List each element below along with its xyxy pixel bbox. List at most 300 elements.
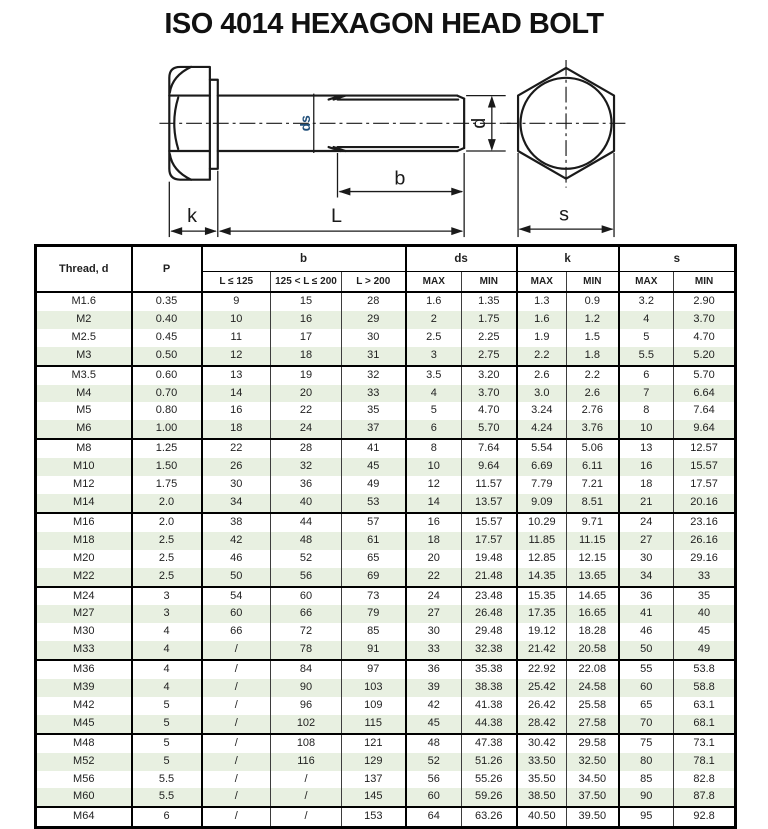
- value-cell: 0.60: [132, 366, 202, 385]
- value-cell: 54: [202, 587, 271, 606]
- value-cell: 5: [132, 734, 202, 753]
- value-cell: 12: [202, 347, 271, 366]
- value-cell: 10: [202, 311, 271, 329]
- thread-size-cell: M10: [73, 460, 95, 473]
- value-cell: 26.16: [674, 532, 736, 550]
- bolt-drawing: [0, 58, 768, 244]
- table-row: [36, 402, 736, 420]
- value-cell: 12: [406, 476, 462, 494]
- value-cell: 38.50: [517, 788, 567, 807]
- value-cell: 17.35: [517, 605, 567, 623]
- value-cell: 3.2: [619, 292, 674, 311]
- table-row: [36, 292, 736, 311]
- value-cell: 109: [342, 697, 406, 715]
- value-cell: 79: [342, 605, 406, 623]
- value-cell: 38.38: [462, 679, 517, 697]
- table-row: [36, 385, 736, 403]
- value-cell: 3.0: [517, 385, 567, 403]
- thread-size-cell: M56: [73, 772, 95, 785]
- value-cell: /: [202, 715, 271, 734]
- value-cell: 14.65: [567, 587, 619, 606]
- value-cell: 53.8: [674, 660, 736, 679]
- head-height-label: k: [187, 205, 198, 228]
- value-cell: 92.8: [674, 807, 736, 827]
- value-cell: 2.5: [132, 550, 202, 568]
- value-cell: 1.00: [132, 420, 202, 439]
- value-cell: 2.5: [132, 532, 202, 550]
- page-title: ISO 4014 HEXAGON HEAD BOLT: [164, 8, 604, 40]
- value-cell: 36: [619, 587, 674, 606]
- value-cell: 40: [674, 605, 736, 623]
- value-cell: 0.50: [132, 347, 202, 366]
- value-cell: 5: [132, 697, 202, 715]
- thread-size-cell: M8: [36, 439, 132, 458]
- value-cell: 12.85: [517, 550, 567, 568]
- value-cell: 1.35: [462, 292, 517, 311]
- value-cell: 34.50: [567, 771, 619, 789]
- thread-size-cell: M3: [76, 348, 92, 361]
- value-cell: 2.76: [567, 402, 619, 420]
- value-cell: 14: [406, 494, 462, 513]
- value-cell: 5.5: [132, 771, 202, 789]
- value-cell: 32: [342, 366, 406, 385]
- bolt-hex-view: [503, 60, 630, 237]
- value-cell: 48: [271, 532, 342, 550]
- value-cell: 28: [342, 292, 406, 311]
- value-cell: 9.09: [517, 494, 567, 513]
- table-body: [36, 292, 736, 828]
- value-cell: 34: [202, 494, 271, 513]
- value-cell: 3: [132, 605, 202, 623]
- table-row: [36, 587, 736, 606]
- value-cell: 24: [619, 513, 674, 532]
- value-cell: 7.64: [462, 439, 517, 458]
- dimension-table: [34, 244, 737, 829]
- thread-diameter-label: d: [467, 117, 490, 129]
- value-cell: 32: [271, 458, 342, 476]
- value-cell: 25.42: [517, 679, 567, 697]
- value-cell: 11: [202, 329, 271, 347]
- thread-size-cell: M14: [73, 495, 95, 508]
- value-cell: 2.5: [406, 329, 462, 347]
- thread-size-cell: M48: [36, 734, 132, 753]
- value-cell: 10: [619, 420, 674, 439]
- value-cell: 61: [342, 532, 406, 550]
- value-cell: 24: [406, 587, 462, 606]
- value-cell: 5.70: [462, 420, 517, 439]
- value-cell: 20: [271, 385, 342, 403]
- value-cell: 30: [406, 623, 462, 641]
- thread-size-cell: M1.6: [71, 295, 96, 307]
- bolt-drawing-svg: [0, 58, 768, 244]
- value-cell: 8: [406, 439, 462, 458]
- thread-size-cell: M18: [73, 533, 95, 546]
- value-cell: 64: [406, 807, 462, 827]
- thread-length-label: b: [394, 167, 406, 190]
- value-cell: /: [271, 788, 342, 807]
- value-cell: /: [202, 660, 271, 679]
- value-cell: 90: [619, 788, 674, 807]
- value-cell: 60: [619, 679, 674, 697]
- thread-size-cell: M24: [36, 587, 132, 606]
- value-cell: 8: [619, 402, 674, 420]
- value-cell: 12.57: [674, 439, 736, 458]
- value-cell: 18.28: [567, 623, 619, 641]
- table-row: [36, 494, 736, 513]
- value-cell: 0.9: [567, 292, 619, 311]
- thread-size-cell: M27: [73, 607, 95, 620]
- value-cell: 6: [132, 807, 202, 827]
- value-cell: 115: [342, 715, 406, 734]
- header-ds-min: MIN: [462, 272, 517, 293]
- value-cell: 41: [342, 439, 406, 458]
- value-cell: 0.80: [132, 402, 202, 420]
- value-cell: 15.57: [462, 513, 517, 532]
- value-cell: 30.42: [517, 734, 567, 753]
- value-cell: 27: [406, 605, 462, 623]
- table-row: [36, 605, 736, 623]
- value-cell: 3.20: [462, 366, 517, 385]
- header-s-min: MIN: [674, 272, 736, 293]
- value-cell: 2.2: [517, 347, 567, 366]
- value-cell: 35: [342, 402, 406, 420]
- value-cell: 5.54: [517, 439, 567, 458]
- value-cell: 0.45: [132, 329, 202, 347]
- value-cell: 3.70: [674, 311, 736, 329]
- thread-size-cell: M4: [76, 386, 92, 399]
- value-cell: 2.6: [517, 366, 567, 385]
- value-cell: 29.48: [462, 623, 517, 641]
- thread-size-cell: M64: [36, 807, 132, 827]
- value-cell: 63.1: [674, 697, 736, 715]
- value-cell: 2.90: [674, 292, 736, 311]
- value-cell: 14: [202, 385, 271, 403]
- value-cell: 22: [406, 568, 462, 587]
- value-cell: 28: [271, 439, 342, 458]
- value-cell: 22: [271, 402, 342, 420]
- value-cell: 60: [406, 788, 462, 807]
- table-row: [36, 513, 736, 532]
- value-cell: 36: [271, 476, 342, 494]
- value-cell: 55: [619, 660, 674, 679]
- header-thread: Thread, d: [36, 246, 132, 293]
- value-cell: 47.38: [462, 734, 517, 753]
- value-cell: 4: [406, 385, 462, 403]
- value-cell: 6.11: [567, 458, 619, 476]
- thread-size-cell: M16: [36, 513, 132, 532]
- value-cell: 33: [406, 641, 462, 660]
- thread-size-cell: M2.5: [71, 330, 96, 343]
- value-cell: 17: [271, 329, 342, 347]
- value-cell: 34: [619, 568, 674, 587]
- value-cell: 1.50: [132, 458, 202, 476]
- thread-size-cell: M2: [76, 312, 92, 325]
- value-cell: 44: [271, 513, 342, 532]
- value-cell: /: [202, 679, 271, 697]
- value-cell: 22.92: [517, 660, 567, 679]
- value-cell: 10.29: [517, 513, 567, 532]
- value-cell: 19.48: [462, 550, 517, 568]
- value-cell: /: [202, 641, 271, 660]
- value-cell: 35.50: [517, 771, 567, 789]
- value-cell: 3.76: [567, 420, 619, 439]
- value-cell: 2.5: [132, 568, 202, 587]
- value-cell: 20.58: [567, 641, 619, 660]
- value-cell: 5: [619, 329, 674, 347]
- value-cell: 6: [619, 366, 674, 385]
- table-row: [36, 568, 736, 587]
- value-cell: 33: [674, 568, 736, 587]
- value-cell: 4: [132, 679, 202, 697]
- value-cell: 15: [271, 292, 342, 311]
- value-cell: 1.9: [517, 329, 567, 347]
- value-cell: 3: [406, 347, 462, 366]
- value-cell: 35: [674, 587, 736, 606]
- value-cell: 52: [271, 550, 342, 568]
- value-cell: 17.57: [462, 532, 517, 550]
- thread-size-cell: M6: [76, 422, 92, 435]
- header-s-max: MAX: [619, 272, 674, 293]
- table-row: [36, 623, 736, 641]
- value-cell: 5: [132, 715, 202, 734]
- value-cell: 20.16: [674, 494, 736, 513]
- table-row: [36, 788, 736, 807]
- value-cell: 7: [619, 385, 674, 403]
- value-cell: 12.15: [567, 550, 619, 568]
- value-cell: 11.57: [462, 476, 517, 494]
- value-cell: 26.48: [462, 605, 517, 623]
- value-cell: 2.2: [567, 366, 619, 385]
- thread-size-cell: M42: [73, 698, 95, 711]
- thread-size-cell: M3.5: [36, 366, 132, 385]
- value-cell: 55.26: [462, 771, 517, 789]
- value-cell: 11.85: [517, 532, 567, 550]
- value-cell: 10: [406, 458, 462, 476]
- value-cell: 0.70: [132, 385, 202, 403]
- value-cell: 75: [619, 734, 674, 753]
- thread-size-cell: M60: [73, 790, 95, 803]
- table-row: [36, 715, 736, 734]
- value-cell: 52: [406, 753, 462, 771]
- value-cell: 13: [202, 366, 271, 385]
- value-cell: 16: [271, 311, 342, 329]
- value-cell: 72: [271, 623, 342, 641]
- value-cell: 51.26: [462, 753, 517, 771]
- value-cell: 57: [342, 513, 406, 532]
- value-cell: 7.21: [567, 476, 619, 494]
- value-cell: 65: [619, 697, 674, 715]
- value-cell: 4.70: [462, 402, 517, 420]
- value-cell: 29.58: [567, 734, 619, 753]
- value-cell: 78.1: [674, 753, 736, 771]
- value-cell: 87.8: [674, 788, 736, 807]
- value-cell: 137: [342, 771, 406, 789]
- value-cell: 5.5: [619, 347, 674, 366]
- value-cell: 14.35: [517, 568, 567, 587]
- value-cell: 46: [619, 623, 674, 641]
- value-cell: 30: [342, 329, 406, 347]
- value-cell: 1.8: [567, 347, 619, 366]
- shank-diameter-label: ds: [296, 115, 313, 132]
- value-cell: 49: [342, 476, 406, 494]
- value-cell: 1.75: [132, 476, 202, 494]
- table-row: [36, 476, 736, 494]
- value-cell: 1.2: [567, 311, 619, 329]
- value-cell: 26: [202, 458, 271, 476]
- value-cell: 27.58: [567, 715, 619, 734]
- table-header: [36, 246, 736, 293]
- value-cell: 45: [342, 458, 406, 476]
- value-cell: 9.64: [462, 458, 517, 476]
- value-cell: 16: [406, 513, 462, 532]
- value-cell: 56: [271, 568, 342, 587]
- table-row: [36, 439, 736, 458]
- table-row: [36, 753, 736, 771]
- header-ds: ds: [406, 246, 517, 272]
- value-cell: 2.0: [132, 494, 202, 513]
- value-cell: 31: [342, 347, 406, 366]
- value-cell: 63.26: [462, 807, 517, 827]
- header-b: b: [202, 246, 406, 272]
- value-cell: 20: [406, 550, 462, 568]
- value-cell: 37: [342, 420, 406, 439]
- value-cell: 15.57: [674, 458, 736, 476]
- value-cell: 21.48: [462, 568, 517, 587]
- value-cell: 16.65: [567, 605, 619, 623]
- value-cell: 8.51: [567, 494, 619, 513]
- table-row: [36, 347, 736, 366]
- value-cell: 69: [342, 568, 406, 587]
- header-b-l125: L ≤ 125: [202, 272, 271, 293]
- value-cell: 22: [202, 439, 271, 458]
- value-cell: 3.24: [517, 402, 567, 420]
- value-cell: 5: [406, 402, 462, 420]
- value-cell: 27: [619, 532, 674, 550]
- value-cell: 6.69: [517, 458, 567, 476]
- value-cell: /: [202, 734, 271, 753]
- thread-size-cell: M5: [76, 404, 92, 417]
- table-row: [36, 311, 736, 329]
- header-k-max: MAX: [517, 272, 567, 293]
- thread-size-cell: M39: [73, 681, 95, 694]
- value-cell: 84: [271, 660, 342, 679]
- thread-size-cell: M36: [36, 660, 132, 679]
- table-row: [36, 771, 736, 789]
- value-cell: 5.06: [567, 439, 619, 458]
- value-cell: 5.5: [132, 788, 202, 807]
- bolt-side-view: [159, 67, 510, 237]
- table-row: [36, 420, 736, 439]
- value-cell: 2: [406, 311, 462, 329]
- value-cell: 0.40: [132, 311, 202, 329]
- value-cell: 45: [674, 623, 736, 641]
- value-cell: 90: [271, 679, 342, 697]
- table-row: [36, 734, 736, 753]
- thread-size-cell: M33: [73, 643, 95, 656]
- value-cell: 38: [202, 513, 271, 532]
- value-cell: 4: [619, 311, 674, 329]
- value-cell: 39: [406, 679, 462, 697]
- value-cell: 9.71: [567, 513, 619, 532]
- value-cell: 30: [202, 476, 271, 494]
- value-cell: 42: [406, 697, 462, 715]
- value-cell: 18: [271, 347, 342, 366]
- value-cell: 44.38: [462, 715, 517, 734]
- value-cell: 13.57: [462, 494, 517, 513]
- header-b-l200: L > 200: [342, 272, 406, 293]
- value-cell: 19: [271, 366, 342, 385]
- table-row: [36, 532, 736, 550]
- value-cell: /: [202, 771, 271, 789]
- table-row: [36, 329, 736, 347]
- value-cell: 48: [406, 734, 462, 753]
- value-cell: 3.5: [406, 366, 462, 385]
- value-cell: 3.70: [462, 385, 517, 403]
- thread-size-cell: M20: [73, 551, 95, 564]
- value-cell: 17.57: [674, 476, 736, 494]
- value-cell: 23.48: [462, 587, 517, 606]
- value-cell: 16: [619, 458, 674, 476]
- value-cell: 3: [132, 587, 202, 606]
- value-cell: /: [202, 753, 271, 771]
- value-cell: 73.1: [674, 734, 736, 753]
- value-cell: 59.26: [462, 788, 517, 807]
- value-cell: 65: [342, 550, 406, 568]
- value-cell: 121: [342, 734, 406, 753]
- value-cell: 30: [619, 550, 674, 568]
- thread-size-cell: M22: [73, 569, 95, 582]
- value-cell: 85: [342, 623, 406, 641]
- value-cell: 78: [271, 641, 342, 660]
- value-cell: 18: [406, 532, 462, 550]
- value-cell: 21: [619, 494, 674, 513]
- value-cell: 50: [202, 568, 271, 587]
- value-cell: /: [202, 788, 271, 807]
- header-k: k: [517, 246, 619, 272]
- value-cell: 2.25: [462, 329, 517, 347]
- value-cell: 153: [342, 807, 406, 827]
- value-cell: 97: [342, 660, 406, 679]
- value-cell: 95: [619, 807, 674, 827]
- value-cell: 4: [132, 641, 202, 660]
- value-cell: 1.6: [517, 311, 567, 329]
- value-cell: 9.64: [674, 420, 736, 439]
- value-cell: 103: [342, 679, 406, 697]
- value-cell: 1.5: [567, 329, 619, 347]
- value-cell: 50: [619, 641, 674, 660]
- value-cell: 4: [132, 660, 202, 679]
- value-cell: 6: [406, 420, 462, 439]
- value-cell: 26.42: [517, 697, 567, 715]
- value-cell: 23.16: [674, 513, 736, 532]
- value-cell: 53: [342, 494, 406, 513]
- value-cell: /: [271, 807, 342, 827]
- value-cell: 32.38: [462, 641, 517, 660]
- value-cell: 82.8: [674, 771, 736, 789]
- table-row: [36, 660, 736, 679]
- value-cell: 4.70: [674, 329, 736, 347]
- table-row: [36, 679, 736, 697]
- value-cell: 7.64: [674, 402, 736, 420]
- value-cell: 129: [342, 753, 406, 771]
- value-cell: 56: [406, 771, 462, 789]
- header-s: s: [619, 246, 736, 272]
- value-cell: 68.1: [674, 715, 736, 734]
- value-cell: 18: [619, 476, 674, 494]
- value-cell: 1.6: [406, 292, 462, 311]
- value-cell: 32.50: [567, 753, 619, 771]
- bolt-length-label: L: [331, 205, 343, 228]
